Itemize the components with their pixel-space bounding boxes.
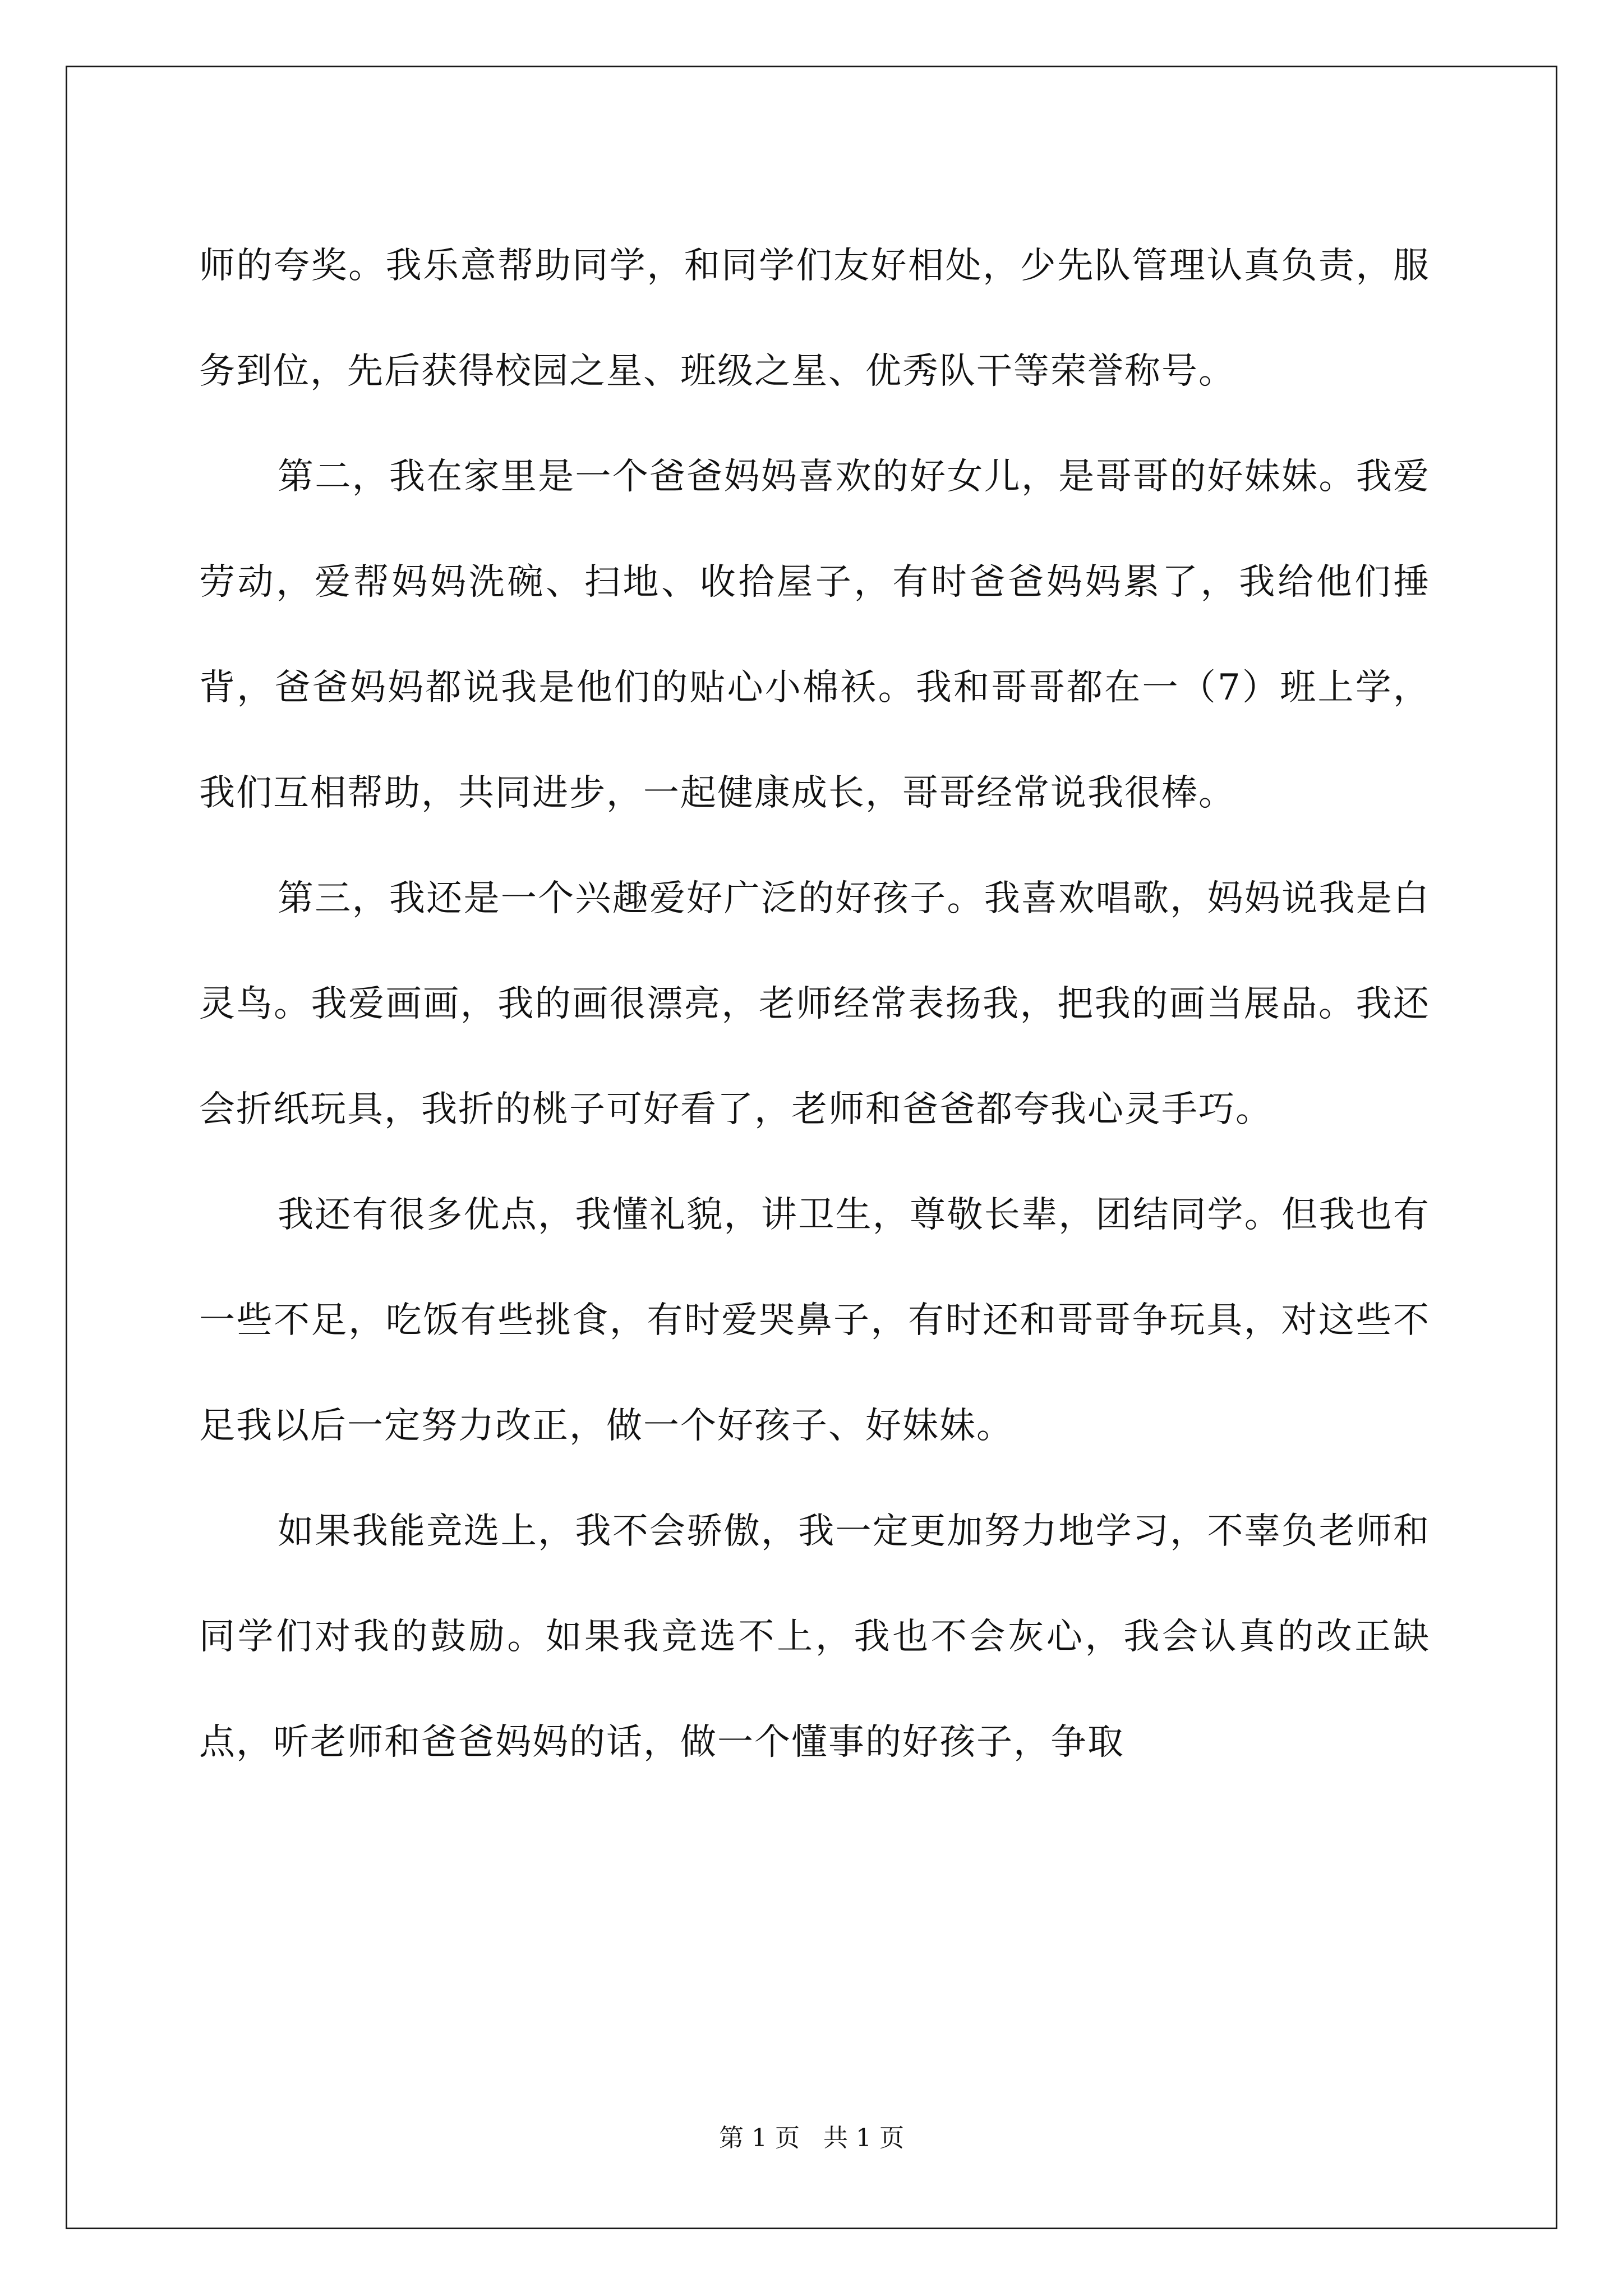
paragraph-3: 第三，我还是一个兴趣爱好广泛的好孩子。我喜欢唱歌，妈妈说我是白灵鸟。我爱画画，我的画很漂亮，老师经常表扬我，把我的画当展品。我还会折纸玩具，我折的桃子可好看了，老师和爸爸都夸我心灵手巧。	[199, 878, 1430, 1130]
document-body	[199, 213, 1430, 1795]
page-total: 共 1 页	[823, 2124, 904, 2152]
page-footer	[0, 2122, 1623, 2155]
paragraph-5: 如果我能竞选上，我不会骄傲，我一定更加努力地学习，不辜负老师和同学们对我的鼓励。如果我竞选不上，我也不会灰心，我会认真的改正缺点，听老师和爸爸妈妈的话，做一个懂事的好孩子，争取	[199, 1511, 1430, 1763]
paragraph-2: 第二，我在家里是一个爸爸妈妈喜欢的好女儿，是哥哥的好妹妹。我爱劳动，爱帮妈妈洗碗、扫地、收拾屋子，有时爸爸妈妈累了，我给他们捶背，爸爸妈妈都说我是他们的贴心小棉袄。我和哥哥都在一（7）班上学，我们互相帮助，共同进步，一起健康成长，哥哥经常说我很棒。	[199, 456, 1430, 814]
paragraph-4: 我还有很多优点，我懂礼貌，讲卫生，尊敬长辈，团结同学。但我也有一些不足，吃饭有些挑食，有时爱哭鼻子，有时还和哥哥争玩具，对这些不足我以后一定努力改正，做一个好孩子、好妹妹。	[199, 1194, 1430, 1447]
paragraph-1: 师的夸奖。我乐意帮助同学，和同学们友好相处，少先队管理认真负责，服务到位，先后获得校园之星、班级之星、优秀队干等荣誉称号。	[199, 245, 1430, 392]
page-number: 第 1 页	[719, 2124, 800, 2152]
